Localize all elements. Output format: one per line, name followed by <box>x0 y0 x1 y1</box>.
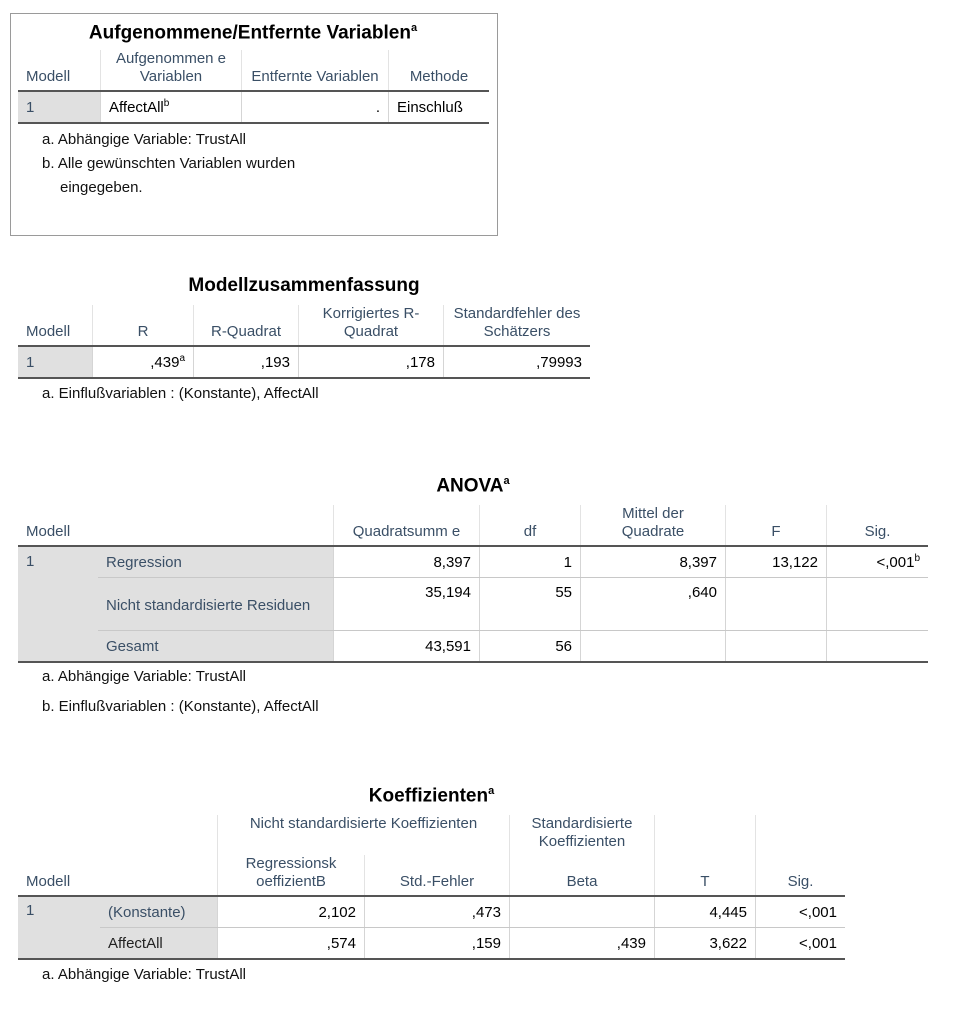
header-spacer <box>18 815 100 855</box>
header-spacer <box>655 815 756 855</box>
sig-cell <box>827 546 929 578</box>
table-title <box>18 475 928 497</box>
sig-cell: <,001 <box>756 928 846 960</box>
header-standardfehler: Standardfehler des Schätzers <box>444 305 591 346</box>
header-entfernte: Entfernte Variablen <box>242 50 389 91</box>
header-beta: Beta <box>510 855 655 896</box>
group-header-unstandardized: Nicht standardisierte Koeffizienten <box>218 815 510 855</box>
anova-table <box>18 475 928 719</box>
row-label: AffectAll <box>100 928 218 960</box>
t-cell: 4,445 <box>655 896 756 928</box>
beta-cell: ,439 <box>510 928 655 960</box>
f-cell: 13,122 <box>726 546 827 578</box>
header-mittel: Mittel der Quadrate <box>581 505 726 546</box>
sig-cell <box>827 631 929 663</box>
header-modell: Modell <box>18 505 98 546</box>
df-cell: 1 <box>480 546 581 578</box>
b-cell: 2,102 <box>218 896 365 928</box>
header-std-fehler: Std.-Fehler <box>365 855 510 896</box>
df-cell: 55 <box>480 578 581 631</box>
ss-cell: 35,194 <box>334 578 480 631</box>
row-label: (Konstante) <box>100 896 218 928</box>
f-cell <box>726 578 827 631</box>
footnote-marker: a <box>179 352 185 364</box>
table-title <box>18 785 845 807</box>
se-cell: ,159 <box>365 928 510 960</box>
coefficients-table <box>18 785 845 987</box>
title-footnote-marker: a <box>488 785 495 797</box>
title-text: ANOVA <box>436 475 504 497</box>
se-cell: ,473 <box>365 896 510 928</box>
header-spacer <box>756 815 846 855</box>
table-title: Modellzusammenfassung <box>188 275 420 296</box>
model-cell: 1 <box>18 346 93 378</box>
row-label: Gesamt <box>98 631 334 663</box>
model-cell: 1 <box>18 546 98 662</box>
f-cell <box>726 631 827 663</box>
header-spacer <box>100 815 218 855</box>
title-footnote-marker: a <box>503 475 510 487</box>
ss-cell: 8,397 <box>334 546 480 578</box>
table-title <box>10 22 496 44</box>
footnote-marker: b <box>163 97 170 109</box>
header-sig: Sig. <box>756 855 846 896</box>
title-text: Aufgenommene/Entfernte Variablen <box>88 22 411 44</box>
header-f: F <box>726 505 827 546</box>
model-summary-table <box>18 275 590 406</box>
header-spacer <box>98 505 334 546</box>
b-cell: ,574 <box>218 928 365 960</box>
ms-cell: 8,397 <box>581 546 726 578</box>
footnote-a: a. Abhängige Variable: TrustAll <box>42 668 247 686</box>
removed-cell: . <box>242 91 389 123</box>
variables-entered-removed-table <box>10 22 496 200</box>
model-cell: 1 <box>18 896 100 959</box>
title-text: Koeffizienten <box>368 785 489 807</box>
header-aufgenommene: Aufgenommen e Variablen <box>101 50 242 91</box>
footnote-b: b. Alle gewünschten Variablen wurden eingegeben. <box>42 155 296 197</box>
header-modell: Modell <box>18 855 100 896</box>
header-modell: Modell <box>18 305 93 346</box>
row-label: Nicht standardisierte Residuen <box>98 578 334 631</box>
sig-cell: <,001 <box>756 896 846 928</box>
header-sig: Sig. <box>827 505 929 546</box>
header-t: T <box>655 855 756 896</box>
entered-cell <box>101 91 242 123</box>
footnote-marker: b <box>914 552 920 564</box>
ms-cell: ,640 <box>581 578 726 631</box>
sig-cell <box>827 578 929 631</box>
header-quadratsumme: Quadratsumm e <box>334 505 480 546</box>
adj-r2-cell: ,178 <box>299 346 444 378</box>
t-cell: 3,622 <box>655 928 756 960</box>
model-cell: 1 <box>18 91 101 123</box>
se-cell: ,79993 <box>444 346 591 378</box>
header-df: df <box>480 505 581 546</box>
beta-cell <box>510 896 655 928</box>
df-cell: 56 <box>480 631 581 663</box>
sig-value: <,001 <box>876 553 915 571</box>
entered-value: AffectAll <box>109 98 164 116</box>
title-footnote-marker: a <box>410 22 418 34</box>
r2-cell: ,193 <box>194 346 299 378</box>
method-cell: Einschluß <box>389 91 490 123</box>
header-r-quadrat: R-Quadrat <box>194 305 299 346</box>
header-regressionskoeffizient: Regressionsk oeffizientB <box>218 855 365 896</box>
header-korr-r-quadrat: Korrigiertes R-Quadrat <box>299 305 444 346</box>
header-methode: Methode <box>389 50 490 91</box>
row-label: Regression <box>98 546 334 578</box>
header-modell: Modell <box>18 50 101 91</box>
header-spacer <box>100 855 218 896</box>
footnote-a: a. Abhängige Variable: TrustAll <box>42 131 247 149</box>
r-value: ,439 <box>150 353 180 371</box>
footnote-b: b. Einflußvariablen : (Konstante), AffectAll <box>42 698 319 716</box>
header-r: R <box>93 305 194 346</box>
ms-cell <box>581 631 726 663</box>
footnote-a: a. Abhängige Variable: TrustAll <box>42 966 247 984</box>
r-cell <box>93 346 194 378</box>
footnote-a: a. Einflußvariablen : (Konstante), AffectAll <box>42 385 319 402</box>
ss-cell: 43,591 <box>334 631 480 663</box>
group-header-standardized: Standardisierte Koeffizienten <box>510 815 655 855</box>
